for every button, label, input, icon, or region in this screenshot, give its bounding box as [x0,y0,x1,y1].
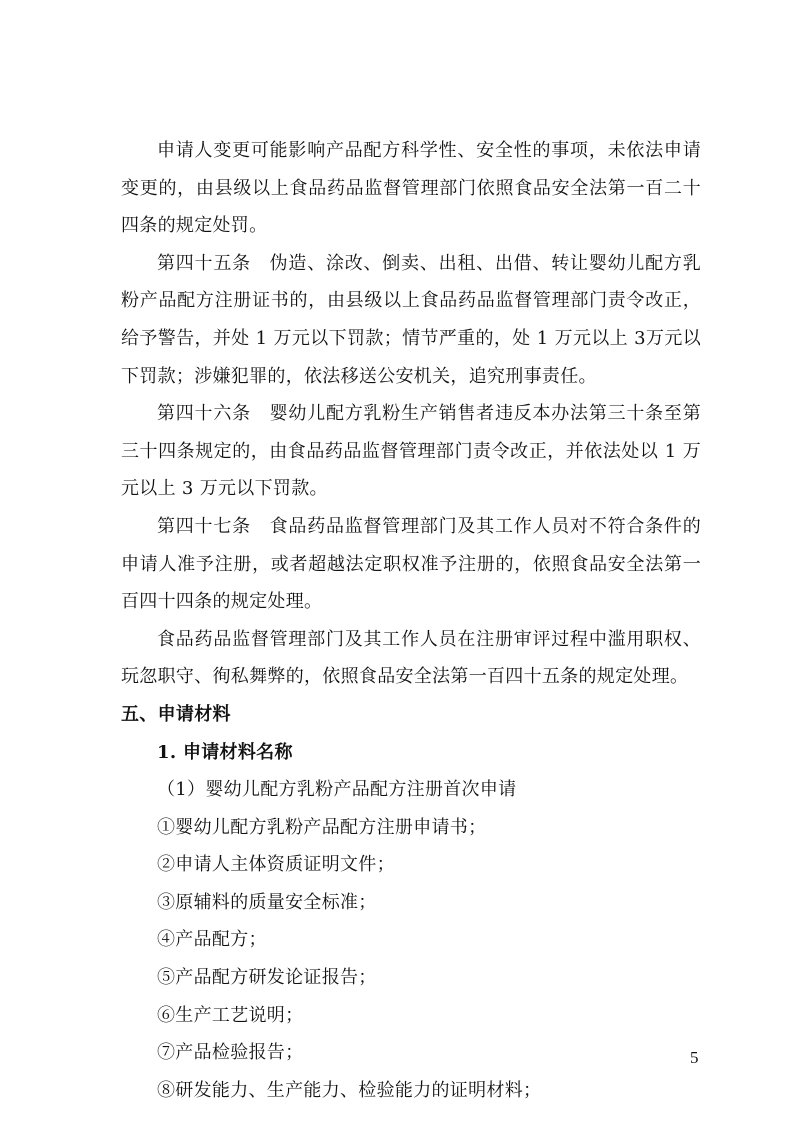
list-item: ⑥生产工艺说明； [157,1004,304,1026]
list-item: ①婴幼儿配方乳粉产品配方注册申请书； [157,816,487,838]
paragraph: 申请人变更可能影响产品配方科学性、安全性的事项，未依法申请变更的，由县级以上食品药品监督管理部门依照食品安全法第一百二十四条的规定处罚。 [121,140,701,237]
list-item: ③原辅料的质量安全标准； [157,891,377,913]
list-item: ②申请人主体资质证明文件； [157,854,395,876]
list-item: ⑦产品检验报告； [157,1042,304,1064]
subheading: 1. 申请材料名称 [157,741,293,763]
paragraph: 第四十六条 婴幼儿配方乳粉生产销售者违反本办法第三十条至第三十四条规定的，由食品药品监督管理部门责令改正，并依法处以 1 万元以上 3 万元以下罚款。 [121,403,701,500]
list-item: ④产品配方； [157,929,267,951]
paragraph: 食品药品监督管理部门及其工作人员在注册审评过程中滥用职权、玩忽职守、徇私舞弊的，依照食品安全法第一百四十五条的规定处理。 [121,628,701,688]
section-heading: 五、申请材料 [121,703,231,725]
paragraph: 第四十七条 食品药品监督管理部门及其工作人员对不符合条件的申请人准予注册，或者超越法定职权准予注册的，依照食品安全法第一百四十四条的规定处理。 [121,515,701,613]
category-title: （1）婴幼儿配方乳粉产品配方注册首次申请 [157,779,517,801]
document-body [121,132,701,1109]
list-item: ⑧研发能力、生产能力、检验能力的证明材料； [157,1079,542,1101]
paragraph: 第四十五条 伪造、涂改、倒卖、出租、出借、转让婴幼儿配方乳粉产品配方注册证书的，由县级以上食品药品监督管理部门责令改正，给予警告，并处 1 万元以下罚款；情节严重的，处 1 万元以上 3万元以下罚款；涉嫌犯罪的，依法移送公安机关，追究刑事责任。 [121,252,701,387]
list-item: ⑤产品配方研发论证报告； [157,967,377,989]
page-number: 5 [690,1048,699,1067]
